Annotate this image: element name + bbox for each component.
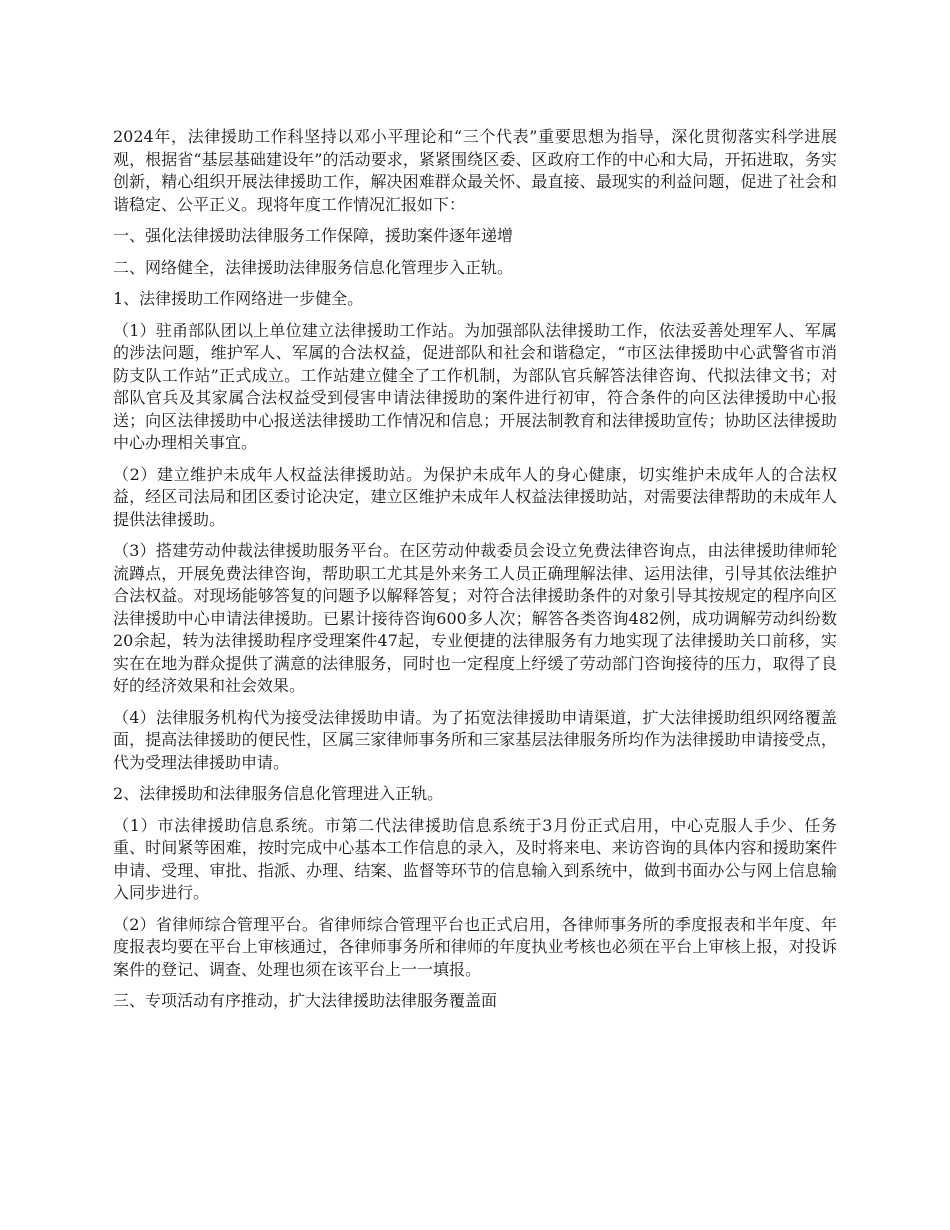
item-paragraph-3: （3）搭建劳动仲裁法律援助服务平台。在区劳动仲裁委员会设立免费法律咨询点，由法律援助律师轮流蹲点，开展免费法律咨询，帮助职工尤其是外来务工人员正确理解法律、运用法律，引导其依法维护合法权益。对现场能够答复的问题予以解释答复；对符合法律援助条件的对象引导其按规定的程序向区法律援助中心申请法律援助。已累计接待咨询600多人次；解答各类咨询482例，成功调解劳动纠纷数20余起，转为法律援助程序受理案件47起，专业便捷的法律服务有力地实现了法律援助关口前移，实实在在地为群众提供了满意的法律服务，同时也一定程度上纾缓了劳动部门咨询接待的压力，取得了良好的经济效果和社会效果。	[113, 541, 837, 695]
section-heading-3: 三、专项活动有序推动，扩大法律援助法律服务覆盖面	[113, 991, 498, 1010]
item-paragraph-5: （1）市法律援助信息系统。市第二代法律援助信息系统于3月份正式启用，中心克服人手少、任务重、时间紧等困难，按时完成中心基本工作信息的录入，及时将来电、来访咨询的具体内容和援助案件申请、受理、审批、指派、办理、结案、监督等环节的信息输入到系统中，做到书面办公与网上信息输入同步进行。	[113, 815, 837, 902]
intro-paragraph: 2024年，法律援助工作科坚持以邓小平理论和“三个代表”重要思想为指导，深化贯彻落实科学进展观，根据省“基层基础建设年”的活动要求，紧紧围绕区委、区政府工作的中心和大局，开拓进取，务实创新，精心组织开展法律援助工作，解决困难群众最关怀、最直接、最现实的利益问题，促进了社会和谐稳定、公平正义。现将年度工作情况汇报如下：	[113, 127, 837, 214]
section-heading-2: 二、网络健全，法律援助法律服务信息化管理步入正轨。	[113, 257, 514, 277]
item-paragraph-4: （4）法律服务机构代为接受法律援助申请。为了拓宽法律援助申请渠道，扩大法律援助组织网络覆盖面，提高法律援助的便民性，区属三家律师事务所和三家基层法律服务所均作为法律援助申请接受点，代为受理法律援助申请。	[113, 707, 837, 772]
subsection-heading-1: 1、法律援助工作网络进一步健全。	[113, 289, 364, 308]
document-body	[113, 126, 837, 1022]
item-paragraph-6: （2）省律师综合管理平台。省律师综合管理平台也正式启用，各律师事务所的季度报表和半年度、年度报表均要在平台上审核通过，各律师事务所和律师的年度执业考核也必须在平台上审核上报，对投诉案件的登记、调查、处理也须在该平台上一一填报。	[113, 914, 837, 979]
subsection-heading-2: 2、法律援助和法律服务信息化管理进入正轨。	[113, 784, 444, 803]
section-heading-1: 一、强化法律援助法律服务工作保障，援助案件逐年递增	[113, 226, 514, 245]
item-paragraph-2: （2）建立维护未成年人权益法律援助站。为保护未成年人的身心健康，切实维护未成年人的合法权益，经区司法局和团区委讨论决定，建立区维护未成年人权益法律援助站，对需要法律帮助的未成年人提供法律援助。	[113, 464, 837, 529]
item-paragraph-1: （1）驻甬部队团以上单位建立法律援助工作站。为加强部队法律援助工作，依法妥善处理军人、军属的涉法问题，维护军人、军属的合法权益，促进部队和社会和谐稳定，“市区法律援助中心武警省市消防支队工作站”正式成立。工作站建立健全了工作机制，为部队官兵解答法律咨询、代拟法律文书；对部队官兵及其家属合法权益受到侵害申请法律援助的案件进行初审，符合条件的向区法律援助中心报送；向区法律援助中心报送法律援助工作情况和信息；开展法制教育和法律援助宣传；协助区法律援助中心办理相关事宜。	[113, 320, 837, 452]
